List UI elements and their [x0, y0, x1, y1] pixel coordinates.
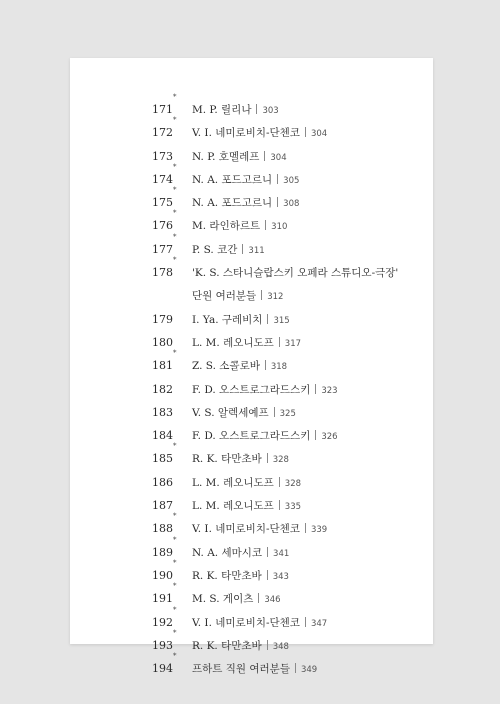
entry-page: 303: [262, 106, 279, 116]
entry-name: F. D. 오스트로그라드스키: [192, 430, 311, 443]
entry-name: Z. S. 소콜로바: [192, 360, 260, 373]
list-item: [152, 582, 422, 610]
separator-bar: [315, 430, 316, 440]
entry-content: [192, 99, 422, 123]
book-page: [70, 58, 433, 676]
entry-name: R. K. 타만초바: [192, 569, 262, 582]
entry-content: [192, 355, 422, 379]
entry-content: [192, 612, 422, 636]
asterisk-mark: *: [173, 93, 177, 101]
entry-number: [152, 471, 192, 494]
list-item: [152, 512, 422, 540]
entry-number: [152, 145, 192, 168]
asterisk-mark: *: [173, 582, 177, 591]
entry-page: 339: [310, 525, 328, 536]
list-item: [152, 401, 422, 424]
entry-name: N. A. 세마시코: [192, 546, 263, 559]
entry-number-text: 187: [152, 499, 173, 513]
list-item: [152, 162, 422, 191]
separator-bar: [295, 663, 296, 673]
separator-bar: [265, 220, 266, 230]
separator-bar: [267, 640, 268, 650]
entry-number-text: 189: [152, 545, 173, 559]
entry-page: 312: [267, 292, 284, 303]
entry-content: [192, 658, 422, 682]
asterisk-mark: *: [173, 186, 177, 195]
entry-number-text: 188: [152, 522, 173, 536]
list-item: [152, 652, 422, 680]
entry-number-text: 180: [152, 335, 173, 349]
entry-name: R. K. 타만초바: [192, 453, 262, 466]
entry-page: 326: [321, 432, 338, 443]
entry-name: 'K. S. 스타니슬랍스키 오페라 스튜디오-극장': [192, 267, 399, 280]
entry-number-text: 185: [152, 452, 173, 466]
entry-page: 311: [248, 245, 265, 256]
separator-bar: [242, 244, 243, 254]
entry-page: 318: [270, 362, 288, 373]
entry-page: 348: [272, 641, 289, 652]
separator-bar: [267, 314, 268, 324]
entry-number: [152, 232, 192, 261]
entry-name: 프하트 직원 여러분들: [192, 663, 290, 676]
entry-content: [192, 122, 422, 146]
separator-bar: [274, 407, 275, 417]
entry-name: F. D. 오스트로그라드스키: [192, 383, 311, 396]
entry-name: P. S. 코간: [192, 243, 238, 256]
entry-number: [152, 209, 192, 237]
entry-number-text: 173: [152, 149, 173, 163]
entry-name: L. M. 레오니도프: [192, 500, 274, 513]
entry-page: 310: [271, 222, 288, 233]
entry-name: L. M. 레오니도프: [192, 336, 274, 349]
entry-number: [152, 652, 192, 680]
entry-number-text: 193: [152, 638, 173, 652]
entry-content: [192, 472, 422, 496]
entry-number: [152, 256, 192, 284]
entry-content: [192, 448, 422, 472]
entry-content: [192, 309, 422, 333]
separator-bar: [265, 360, 266, 370]
entry-number: [152, 93, 192, 121]
entry-page: 317: [284, 338, 302, 349]
entry-content: [192, 565, 422, 589]
entry-name: N. A. 포드고르니: [192, 173, 273, 186]
asterisk-mark: *: [173, 162, 177, 171]
entry-number-text: 177: [152, 242, 173, 256]
entry-number-text: 174: [152, 172, 173, 186]
asterisk-mark: *: [173, 558, 177, 567]
entry-name: L. M. 레오니도프: [192, 476, 274, 489]
asterisk-mark: *: [173, 535, 177, 544]
entry-number: [152, 186, 192, 214]
entry-page: 346: [264, 595, 281, 606]
entry-number-text: 172: [152, 126, 173, 140]
separator-bar: [315, 384, 316, 394]
entry-name: M. P. 릴리나: [192, 104, 252, 116]
entry-content: [192, 402, 422, 426]
entry-page: 341: [273, 548, 290, 559]
entry-name: V. S. 알렉세예프: [192, 406, 269, 419]
list-item: [152, 349, 422, 377]
entry-content: [192, 262, 422, 310]
asterisk-mark: *: [173, 256, 177, 265]
entry-content: [192, 635, 422, 659]
entry-content: [192, 215, 422, 239]
separator-bar: [305, 523, 306, 533]
entry-number: [152, 162, 192, 191]
entry-content: [192, 192, 422, 216]
entry-number-text: 190: [152, 568, 173, 582]
list-item: [152, 535, 422, 564]
entry-number-text: 183: [152, 405, 173, 419]
entry-page: 335: [284, 502, 302, 513]
asterisk-mark: *: [173, 116, 177, 125]
list-item: [152, 209, 422, 237]
entry-number-text: 179: [152, 312, 173, 326]
list-item: [152, 628, 422, 657]
list-item: [152, 331, 422, 354]
entry-name: M. S. 게이츠: [192, 593, 254, 606]
list-item: [152, 256, 422, 308]
entry-number: [152, 424, 192, 447]
list-item: [152, 308, 422, 331]
entry-page: 343: [272, 571, 289, 582]
entry-name: V. I. 네미로비치-단첸코: [192, 616, 300, 629]
entry-page: 325: [279, 408, 296, 419]
asterisk-mark: *: [173, 652, 177, 661]
entry-content: [192, 425, 422, 449]
entry-content: [192, 518, 422, 542]
entry-name-line2: 단원 여러분들: [192, 290, 257, 303]
entry-number: [152, 582, 192, 610]
asterisk-mark: *: [173, 209, 177, 218]
separator-bar: [279, 500, 280, 510]
entry-number: [152, 494, 192, 517]
entry-content: [192, 542, 422, 566]
entry-page: 308: [283, 199, 300, 210]
entry-number: [152, 349, 192, 377]
entry-number-text: 184: [152, 429, 173, 443]
separator-bar: [305, 617, 306, 627]
asterisk-mark: *: [173, 349, 177, 358]
entry-number: [152, 605, 192, 634]
entry-page: 323: [321, 385, 338, 396]
entry-number-text: 176: [152, 219, 173, 233]
entry-page: 304: [310, 129, 328, 140]
list-item: [152, 494, 422, 517]
entry-name: N. A. 포드고르니: [192, 197, 273, 210]
list-item: [152, 232, 422, 261]
entry-number: [152, 442, 192, 470]
entry-number: [152, 512, 192, 540]
separator-bar: [267, 570, 268, 580]
entry-page: 315: [273, 315, 290, 326]
list-item: [152, 378, 422, 401]
entry-page: 304: [270, 152, 287, 163]
separator-bar: [305, 127, 306, 137]
entry-number: [152, 401, 192, 424]
entry-number-text: 171: [152, 103, 173, 116]
entry-number: [152, 558, 192, 587]
entry-name: N. P. 호멜레프: [192, 150, 260, 163]
asterisk-mark: *: [173, 605, 177, 614]
separator-bar: [277, 174, 278, 184]
separator-bar: [279, 477, 280, 487]
entry-content: [192, 169, 422, 193]
entry-name: V. I. 네미로비치-단첸코: [192, 127, 300, 140]
list-item: [152, 93, 422, 121]
entry-content: [192, 495, 422, 519]
entry-number-text: 182: [152, 382, 173, 396]
asterisk-mark: *: [173, 442, 177, 451]
entry-name-continued: [192, 285, 422, 309]
entry-page: 305: [283, 175, 300, 186]
entry-number: [152, 331, 192, 354]
separator-bar: [256, 104, 257, 114]
asterisk-mark: *: [173, 512, 177, 521]
list-item: [152, 471, 422, 494]
asterisk-mark: *: [173, 232, 177, 241]
entry-page: 328: [284, 478, 302, 489]
entry-number: [152, 378, 192, 401]
list-item: [152, 116, 422, 144]
entry-name: I. Ya. 구레비치: [192, 313, 263, 326]
entry-content: [192, 239, 422, 263]
separator-bar: [279, 337, 280, 347]
list-item: [152, 424, 422, 447]
entry-number: [152, 628, 192, 657]
entry-number-text: 186: [152, 475, 173, 489]
entry-page: 328: [272, 455, 289, 466]
entry-name: M. 라인하르트: [192, 220, 261, 233]
separator-bar: [264, 151, 265, 161]
entry-number-text: 192: [152, 615, 173, 629]
separator-bar: [267, 547, 268, 557]
separator-bar: [277, 197, 278, 207]
entry-number: [152, 535, 192, 564]
entry-number-text: 191: [152, 592, 173, 606]
entry-number: [152, 116, 192, 144]
entry-number-text: 181: [152, 359, 173, 373]
separator-bar: [261, 290, 262, 300]
list-item: [152, 186, 422, 214]
entry-number-text: 175: [152, 196, 173, 210]
entry-number: [152, 308, 192, 331]
entry-content: [192, 146, 422, 170]
entry-number-text: 194: [152, 662, 173, 676]
letter-index-list: [152, 93, 422, 680]
separator-bar: [258, 593, 259, 603]
separator-bar: [267, 453, 268, 463]
entry-name: R. K. 타만초바: [192, 639, 262, 652]
entry-number-text: 178: [152, 266, 173, 280]
entry-page: 349: [300, 665, 318, 676]
list-item: [152, 605, 422, 634]
entry-content: [192, 588, 422, 612]
list-item: [152, 145, 422, 168]
list-item: [152, 558, 422, 587]
list-item: [152, 442, 422, 470]
entry-content: [192, 332, 422, 356]
entry-content: [192, 379, 422, 403]
entry-page: 347: [310, 618, 328, 629]
asterisk-mark: *: [173, 628, 177, 637]
entry-name: V. I. 네미로비치-단첸코: [192, 523, 300, 536]
